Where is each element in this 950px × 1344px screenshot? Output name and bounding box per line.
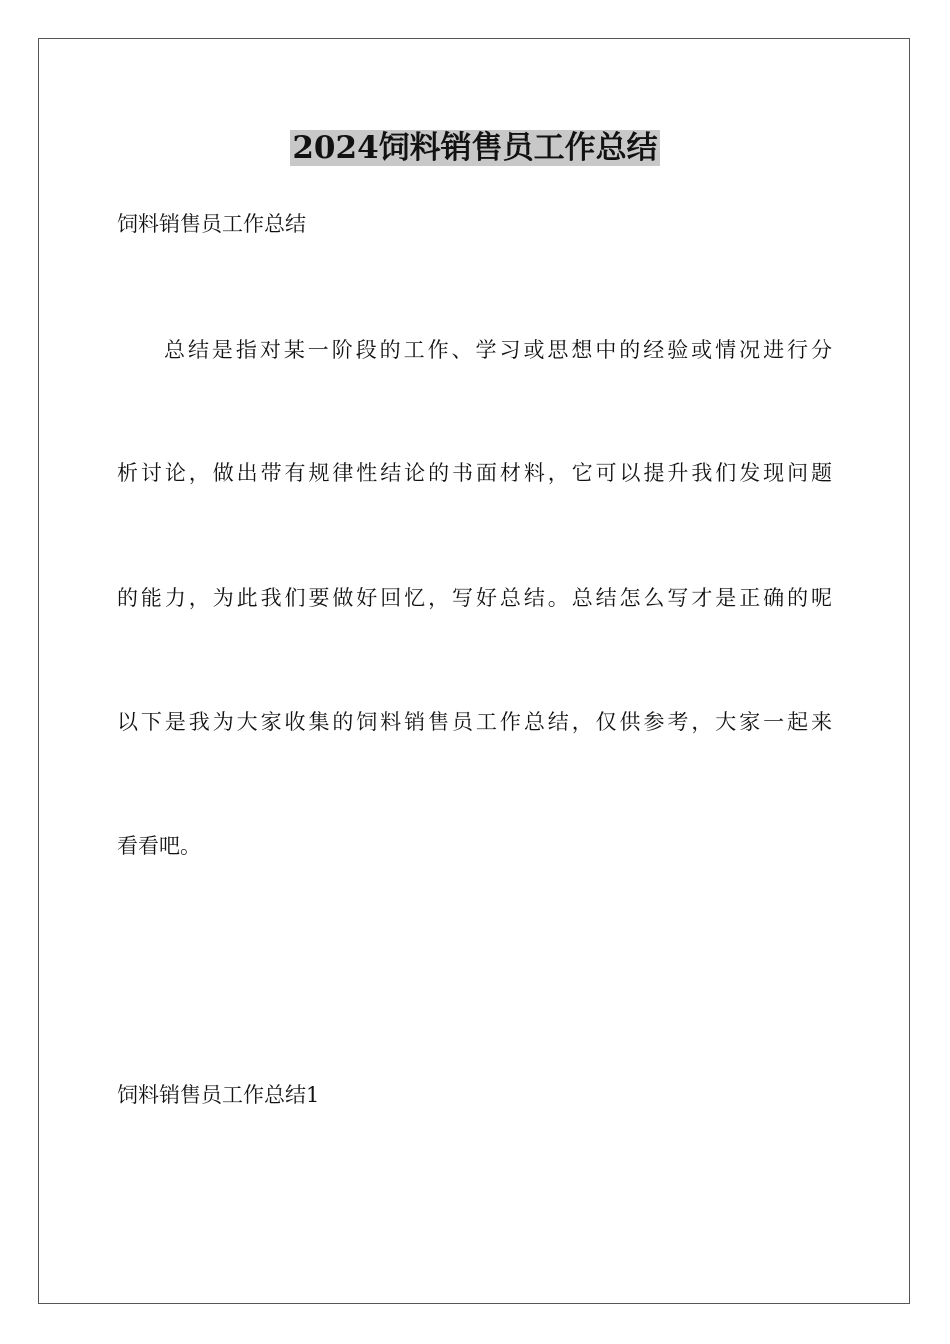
paragraph-line-1: 总结是指对某一阶段的工作、学习或思想中的经验或情况进行分 xyxy=(164,338,832,362)
paragraph-line-4: 以下是我为大家收集的饲料销售员工作总结，仅供参考，大家一起来 xyxy=(117,710,832,734)
paragraph-line-3: 的能力，为此我们要做好回忆，写好总结。总结怎么写才是正确的呢 xyxy=(117,586,832,610)
section-heading: 饲料销售员工作总结1 xyxy=(117,1083,320,1107)
paragraph-line-2: 析讨论，做出带有规律性结论的书面材料，它可以提升我们发现问题 xyxy=(117,461,832,485)
paragraph-line-5: 看看吧。 xyxy=(117,834,201,858)
document-title-text: 2024饲料销售员工作总结 xyxy=(292,130,658,166)
document-subtitle: 饲料销售员工作总结 xyxy=(117,212,306,236)
document-title xyxy=(0,124,950,172)
